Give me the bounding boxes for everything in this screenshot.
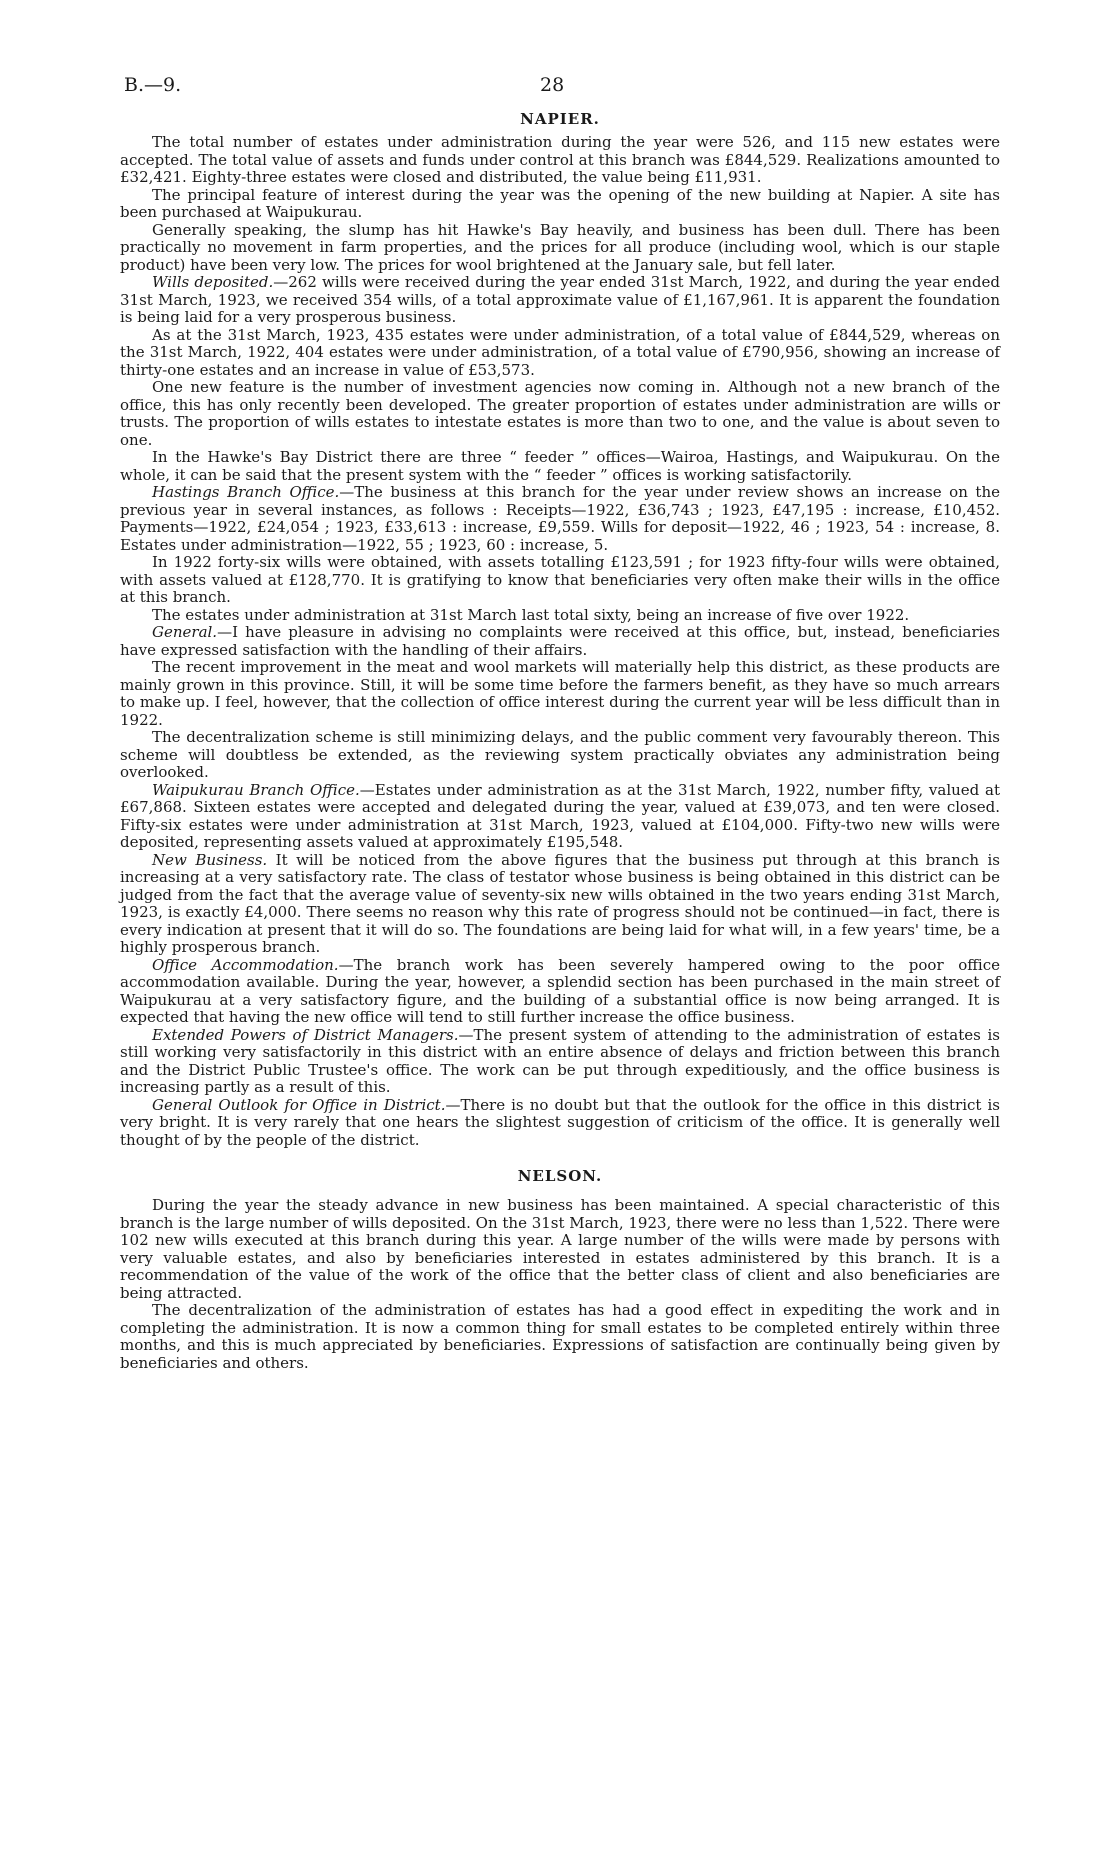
paragraph [120,1097,1000,1150]
paragraph-text: In 1922 forty-six wills were obtained, with assets totalling £123,591 ; for 1923 fifty-four wills were obtained, with assets valued at £128,770. It is gratifying to know that beneficiaries very often make their wills in the office at this branch. [120,553,1000,606]
paragraph-text: The total number of estates under administration during the year were 526, and 115 new estates were accepted. The total value of assets and funds under control at this branch was £844,529. Realizations amounted to £32,421. Eighty-three estates were closed and distributed, the value being £11,931. [120,133,1000,186]
paragraph-text: —The present system of attending to the administration of estates is still working very satisfactorily in this district with an entire absence of delays and friction between this branch and the District Public Trustee's office. The work can be put through expeditiously, and the office business is increasing partly as a result of this. [120,1025,1000,1096]
paragraph [120,274,1000,327]
paragraph [120,782,1000,852]
paragraph [120,659,1000,729]
paragraph-text: As at the 31st March, 1923, 435 estates were under administration, of a total value of £844,529, whereas on the 31st March, 1922, 404 estates were under administration, of a total value of £790,956, showing an increase of thirty-one estates and an increase in value of £53,573. [120,325,1000,379]
page-body [120,110,1000,1372]
paragraph-text: —I have pleasure in advising no complaints were received at this office, but, instead, beneficiaries have expressed satisfaction with the handling of their affairs. [120,623,1000,659]
paragraph-text: One new feature is the number of investment agencies now coming in. Although not a new branch of the office, this has only recently been developed. The greater proportion of estates under administration are wills or trusts. The proportion of wills estates to intestate estates is more than two to one, and the value is about seven to one. [120,378,1000,449]
section-title-nelson: NELSON. [517,1167,603,1185]
paragraph [120,1197,1000,1302]
paragraph-lead: General Outlook for Office in District. [152,1095,446,1114]
paragraph-text: —There is no doubt but that the outlook for the office in this district is very bright. It is very rarely that one hears the slightest suggestion of criticism of the office. It is generally well thought of by the people of the district. [120,1095,1000,1149]
paragraph [120,134,1000,187]
section-title-napier: NAPIER. [520,110,600,128]
page-header [0,74,1114,98]
paragraph-text: —262 wills were received during the year ended 31st March, 1922, and during the year ended 31st March, 1923, we received 354 wills, of a total approximate value of £1,167,961. It is apparent the foundation is being laid for a very prosperous business. [120,273,1000,326]
paragraph-text: The estates under administration at 31st March last total sixty, being an increase of five over 1922. [152,605,910,624]
paragraph [120,222,1000,275]
paragraph [120,957,1000,1027]
page-number: 28 [540,74,565,96]
paragraph [120,379,1000,449]
paragraph-text: The decentralization of the administration of estates has had a good effect in expediting the work and in completing the administration. It is now a common thing for small estates to be completed entirely within three months, and this is much appreciated by beneficiaries. Expressions of satisfaction are continually being given by beneficiaries and others. [120,1301,1000,1372]
paragraph [120,729,1000,782]
paragraph [120,624,1000,659]
paragraph [120,1027,1000,1097]
document-reference: B.—9. [124,74,182,96]
section-napier [120,134,1000,1149]
paragraph [120,484,1000,554]
paragraph [120,554,1000,607]
paragraph-text: It will be noticed from the above figures that the business put through at this branch is increasing at a very satisfactory rate. The class of testator whose business is being obtained in this district can be judged from the fact that the average value of seventy-six new wills obtained in the two years ending 31st March, 1923, is exactly £4,000. There seems no reason why this rate of progress should not be continued—in fact, there is every indication at present that it will do so. The foundations are being laid for what will, in a few years' time, be a highly prosperous branch. [120,850,1000,956]
paragraph-lead: Waipukurau Branch Office. [152,780,360,799]
paragraph-lead: Wills deposited. [152,273,274,291]
paragraph [120,449,1000,484]
paragraph [120,607,1000,625]
paragraph [120,187,1000,222]
paragraph-text: The recent improvement in the meat and wool markets will materially help this district, as these products are mainly grown in this province. Still, it will be some time before the farmers benefit, as they have so much arrears to make up. I feel, however, that the collection of office interest during the current year will be less difficult than in 1922. [120,658,1000,729]
paragraph-lead: New Business. [152,850,268,869]
paragraph-lead: Hastings Branch Office. [152,483,340,501]
paragraph-text: —Estates under administration as at the 31st March, 1922, number fifty, valued at £67,868. Sixteen estates were accepted and delegated during the year, valued at £39,073, and ten were closed. Fifty-six estates were under administration at 31st March, 1923, valued at £104,000. Fifty-two new wills were deposited, representing assets valued at approximately £195,548. [120,780,1000,851]
paragraph-text: The decentralization scheme is still minimizing delays, and the public comment very favourably thereon. This scheme will doubtless be extended, as the reviewing system practically obviates any administration being overlooked. [120,728,1000,781]
paragraph-lead: General. [152,623,218,641]
paragraph-text: The principal feature of interest during the year was the opening of the new building at Napier. A site has been purchased at Waipukurau. [120,185,1000,221]
paragraph-text: During the year the steady advance in new business has been maintained. A special characteristic of this branch is the large number of wills deposited. On the 31st March, 1923, there were no less than 1,522. There were 102 new wills executed at this branch during this year. A large number of the wills were made by persons with very valuable estates, and also by beneficiaries interested in estates administered by this branch. It is a recommendation of the value of the work of the office that the better class of client and also beneficiaries are being attracted. [120,1196,1000,1302]
paragraph-text: —The branch work has been severely hampered owing to the poor office accommodation available. During the year, however, a splendid section has been purchased in the main street of Waipukurau at a very satisfactory figure, and the building of a substantial office is now being arranged. It is expected that having the new office will tend to still further increase the office business. [120,955,1000,1026]
paragraph [120,852,1000,957]
paragraph [120,1302,1000,1372]
paragraph-text: In the Hawke's Bay District there are three “ feeder ” offices—Wairoa, Hastings, and Waipukurau. On the whole, it can be said that the present system with the “ feeder ” offices is working satisfactorily. [120,448,1000,484]
section-nelson [120,1197,1000,1372]
paragraph [120,327,1000,380]
paragraph-lead: Extended Powers of District Managers. [152,1025,459,1044]
paragraph-text: Generally speaking, the slump has hit Hawke's Bay heavily, and business has been dull. There has been practically no movement in farm properties, and the prices for all produce (including wool, which is our staple product) have been very low. The prices for wool brightened at the January sale, but fell later. [120,220,1000,274]
paragraph-lead: Office Accommodation. [152,955,339,974]
paragraph-text: —The business at this branch for the year under review shows an increase on the previous year in several instances, as follows : Receipts—1922, £36,743 ; 1923, £47,195 : increase, £10,452. Payments—1922, £24,054 ; 1923, £33,613 : increase, £9,559. Wills for deposit—1922, 46 ; 1923, 54 : increase, 8. Estates under administration—1922, 55 ; 1923, 60 : increase, 5. [120,483,1000,554]
